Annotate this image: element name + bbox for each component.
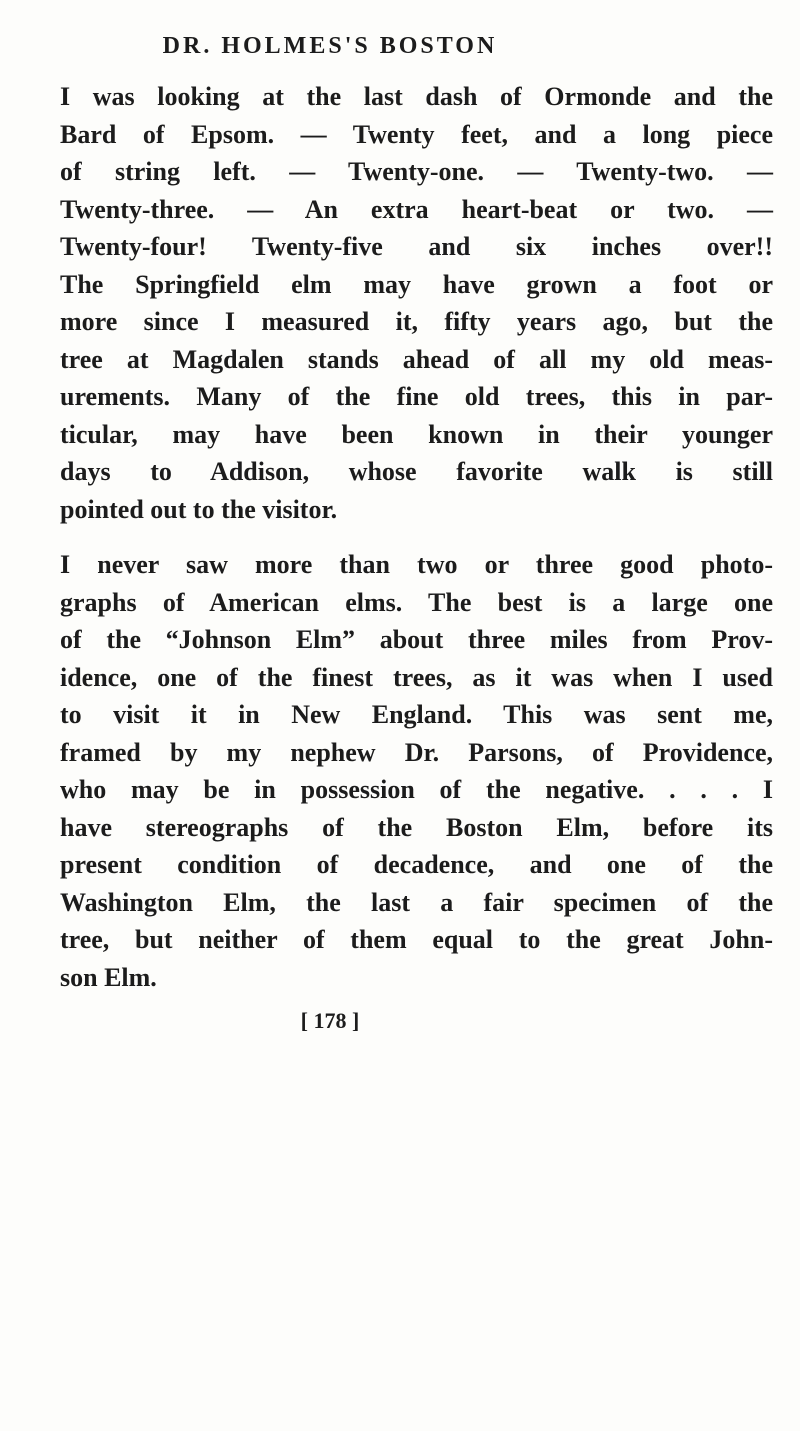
text-line: tree at Magdalen stands ahead of all my old meas- (60, 344, 773, 374)
text-line: Bard of Epsom. — Twenty feet, and a long piece (60, 119, 773, 149)
paragraph-gap (60, 528, 773, 546)
text-line: days to Addison, whose favorite walk is still (60, 457, 773, 486)
text-line: I was looking at the last dash of Ormonde and the (60, 82, 773, 111)
text-line: who may be in possession of the negative. . . . I (60, 775, 773, 804)
text-line: of the “Johnson Elm” about three miles from Prov- (60, 625, 773, 654)
text-line: pointed out to the visitor. (60, 494, 338, 524)
page-body (60, 78, 773, 1036)
text-line: son Elm. (60, 962, 157, 992)
text-line: framed by my nephew Dr. Parsons, of Providence, (60, 737, 773, 767)
running-header: DR. HOLMES'S BOSTON (162, 33, 498, 59)
paragraph-2 (60, 546, 773, 996)
text-line: Twenty-three. — An extra heart-beat or two. — (60, 194, 773, 224)
text-line: I never saw more than two or three good photo- (60, 550, 773, 579)
text-line: graphs of American elms. The best is a large one (60, 587, 773, 617)
text-line: urements. Many of the fine old trees, this in par- (60, 382, 773, 411)
text-line: of string left. — Twenty-one. — Twenty-two. — (60, 157, 773, 186)
text-line: to visit it in New England. This was sent me, (60, 700, 773, 729)
text-line: have stereographs of the Boston Elm, before its (60, 812, 773, 842)
text-line: idence, one of the finest trees, as it was when I used (60, 662, 773, 692)
text-line: Washington Elm, the last a fair specimen of the (60, 887, 773, 917)
page-number: [ 178 ] (300, 1008, 360, 1033)
text-line: The Springfield elm may have grown a foot or (60, 269, 773, 299)
text-line: more since I measured it, fifty years ago, but the (60, 307, 773, 336)
text-line: present condition of decadence, and one of the (60, 850, 773, 879)
text-line: Twenty-four! Twenty-five and six inches over!! (60, 232, 773, 261)
text-line: tree, but neither of them equal to the great John- (60, 925, 773, 954)
paragraph-1 (60, 78, 773, 528)
text-line: ticular, may have been known in their younger (60, 419, 773, 449)
